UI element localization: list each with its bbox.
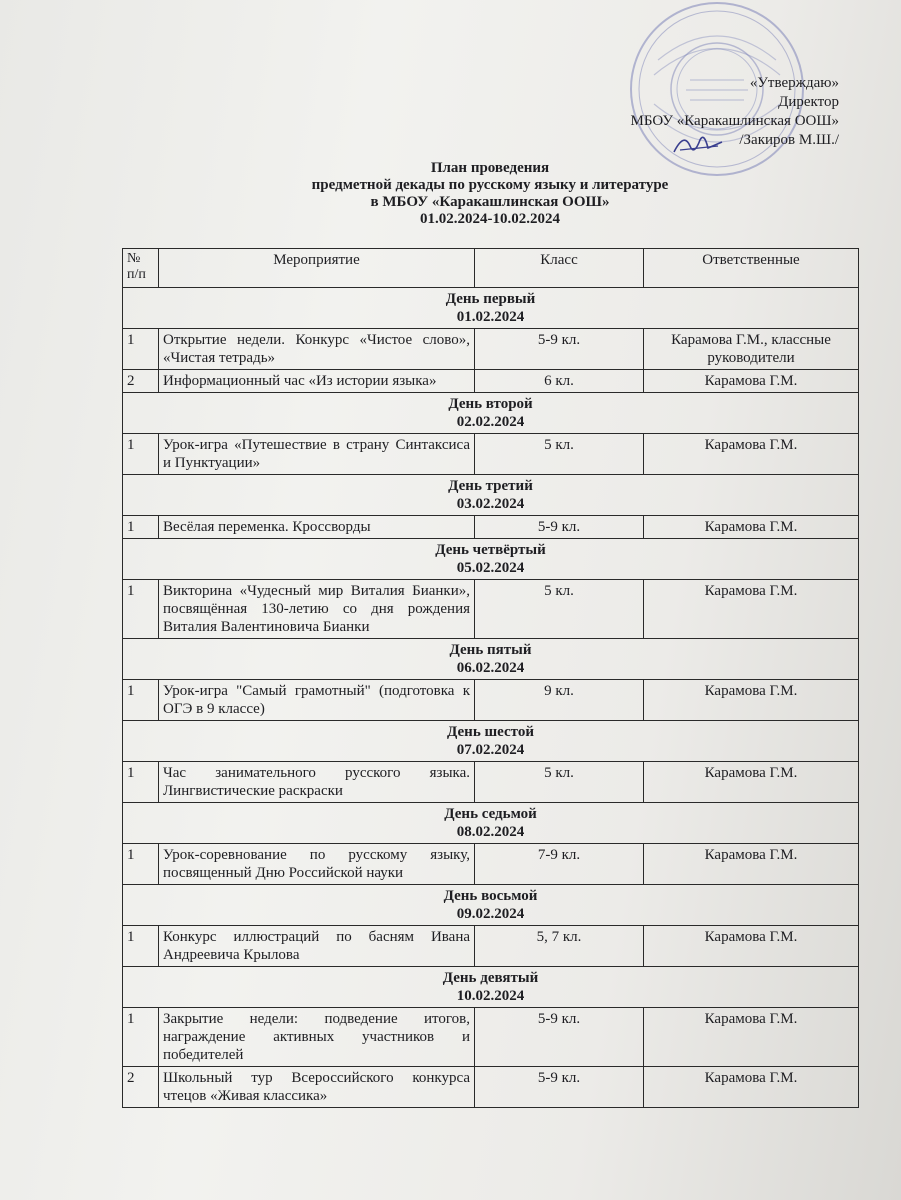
day-header-row bbox=[123, 721, 859, 762]
day-name: День пятый bbox=[449, 642, 532, 658]
day-name: День второй bbox=[448, 396, 533, 412]
responsible-cell: Карамова Г.М. bbox=[644, 516, 859, 539]
day-header bbox=[123, 885, 859, 926]
row-number: 1 bbox=[123, 926, 159, 967]
row-number: 1 bbox=[123, 434, 159, 475]
day-name: День шестой bbox=[447, 724, 534, 740]
title-line-2: предметной декады по русскому языку и литературе bbox=[311, 177, 669, 193]
day-header-row bbox=[123, 803, 859, 844]
day-date: 09.02.2024 bbox=[456, 906, 525, 922]
class-cell: 7-9 кл. bbox=[475, 844, 644, 885]
header-number: № п/п bbox=[123, 249, 159, 288]
day-name: День восьмой bbox=[443, 888, 538, 904]
title-line-1: План проведения bbox=[430, 160, 550, 176]
day-date: 02.02.2024 bbox=[456, 414, 525, 430]
day-date: 10.02.2024 bbox=[456, 988, 525, 1004]
responsible-cell: Карамова Г.М. bbox=[644, 580, 859, 639]
table-row bbox=[123, 329, 859, 370]
header-event: Мероприятие bbox=[159, 249, 475, 288]
row-number: 1 bbox=[123, 516, 159, 539]
day-date: 07.02.2024 bbox=[456, 742, 525, 758]
day-header bbox=[123, 803, 859, 844]
row-number: 1 bbox=[123, 580, 159, 639]
event-cell: Открытие недели. Конкурс «Чистое слово», «Чистая тетрадь» bbox=[159, 329, 475, 370]
title-line-3: в МБОУ «Каракашлинская ООШ» bbox=[370, 194, 610, 210]
day-name: День четвёртый bbox=[435, 542, 546, 558]
day-header-row bbox=[123, 393, 859, 434]
table-row bbox=[123, 1067, 859, 1108]
event-cell: Закрытие недели: подведение итогов, награждение активных участников и победителей bbox=[159, 1008, 475, 1067]
row-number: 1 bbox=[123, 329, 159, 370]
row-number: 1 bbox=[123, 762, 159, 803]
day-header-row bbox=[123, 475, 859, 516]
responsible-cell: Карамова Г.М. bbox=[644, 762, 859, 803]
table-row bbox=[123, 844, 859, 885]
responsible-cell: Карамова Г.М. bbox=[644, 1008, 859, 1067]
day-header-row bbox=[123, 539, 859, 580]
table-row bbox=[123, 680, 859, 721]
responsible-cell: Карамова Г.М. bbox=[644, 926, 859, 967]
day-header-row bbox=[123, 967, 859, 1008]
responsible-cell: Карамова Г.М. bbox=[644, 844, 859, 885]
day-name: День седьмой bbox=[444, 806, 537, 822]
class-cell: 5-9 кл. bbox=[475, 1008, 644, 1067]
table-row bbox=[123, 516, 859, 539]
approval-block bbox=[631, 74, 839, 150]
table-row bbox=[123, 762, 859, 803]
table-row bbox=[123, 370, 859, 393]
day-header bbox=[123, 639, 859, 680]
day-header-row bbox=[123, 288, 859, 329]
class-cell: 5 кл. bbox=[475, 762, 644, 803]
event-cell: Весёлая переменка. Кроссворды bbox=[159, 516, 475, 539]
day-date: 05.02.2024 bbox=[456, 560, 525, 576]
day-header bbox=[123, 539, 859, 580]
responsible-cell: Карамова Г.М. bbox=[644, 1067, 859, 1108]
day-header-row bbox=[123, 639, 859, 680]
table-header-row bbox=[123, 249, 859, 288]
table-row bbox=[123, 926, 859, 967]
day-date: 01.02.2024 bbox=[456, 309, 525, 325]
class-cell: 5-9 кл. bbox=[475, 516, 644, 539]
event-cell: Викторина «Чудесный мир Виталия Бианки», посвящённая 130-летию со дня рождения Виталия Валентиновича Бианки bbox=[159, 580, 475, 639]
events-plan-table bbox=[122, 248, 859, 1108]
row-number: 2 bbox=[123, 370, 159, 393]
responsible-cell: Карамова Г.М., классные руководители bbox=[644, 329, 859, 370]
class-cell: 5 кл. bbox=[475, 580, 644, 639]
day-date: 03.02.2024 bbox=[456, 496, 525, 512]
header-responsible: Ответственные bbox=[644, 249, 859, 288]
day-header bbox=[123, 721, 859, 762]
row-number: 1 bbox=[123, 1008, 159, 1067]
class-cell: 6 кл. bbox=[475, 370, 644, 393]
event-cell: Школьный тур Всероссийского конкурса чтецов «Живая классика» bbox=[159, 1067, 475, 1108]
row-number: 1 bbox=[123, 680, 159, 721]
event-cell: Урок-игра "Самый грамотный" (подготовка к ОГЭ в 9 классе) bbox=[159, 680, 475, 721]
day-name: День первый bbox=[445, 291, 536, 307]
event-cell: Урок-игра «Путешествие в страну Синтаксиса и Пунктуации» bbox=[159, 434, 475, 475]
row-number: 1 bbox=[123, 844, 159, 885]
event-cell: Информационный час «Из истории языка» bbox=[159, 370, 475, 393]
day-header bbox=[123, 967, 859, 1008]
table-row bbox=[123, 1008, 859, 1067]
document-title bbox=[150, 160, 830, 228]
day-header bbox=[123, 288, 859, 329]
day-name: День девятый bbox=[442, 970, 539, 986]
day-date: 08.02.2024 bbox=[456, 824, 525, 840]
approval-position: Директор bbox=[778, 94, 839, 110]
class-cell: 5-9 кл. bbox=[475, 329, 644, 370]
event-cell: Конкурс иллюстраций по басням Ивана Андреевича Крылова bbox=[159, 926, 475, 967]
approval-organization: МБОУ «Каракашлинская ООШ» bbox=[630, 113, 839, 129]
event-cell: Урок-соревнование по русскому языку, посвященный Дню Российской науки bbox=[159, 844, 475, 885]
responsible-cell: Карамова Г.М. bbox=[644, 370, 859, 393]
responsible-cell: Карамова Г.М. bbox=[644, 680, 859, 721]
header-class: Класс bbox=[475, 249, 644, 288]
day-date: 06.02.2024 bbox=[456, 660, 525, 676]
row-number: 2 bbox=[123, 1067, 159, 1108]
day-header bbox=[123, 393, 859, 434]
day-header-row bbox=[123, 885, 859, 926]
class-cell: 5, 7 кл. bbox=[475, 926, 644, 967]
event-cell: Час занимательного русского языка. Лингвистические раскраски bbox=[159, 762, 475, 803]
table-row bbox=[123, 434, 859, 475]
responsible-cell: Карамова Г.М. bbox=[644, 434, 859, 475]
class-cell: 5 кл. bbox=[475, 434, 644, 475]
table-row bbox=[123, 580, 859, 639]
day-name: День третий bbox=[448, 478, 533, 494]
class-cell: 5-9 кл. bbox=[475, 1067, 644, 1108]
class-cell: 9 кл. bbox=[475, 680, 644, 721]
approval-title: «Утверждаю» bbox=[749, 75, 839, 91]
day-header bbox=[123, 475, 859, 516]
approval-director-name: /Закиров М.Ш./ bbox=[739, 132, 839, 148]
title-dates: 01.02.2024-10.02.2024 bbox=[420, 211, 560, 227]
